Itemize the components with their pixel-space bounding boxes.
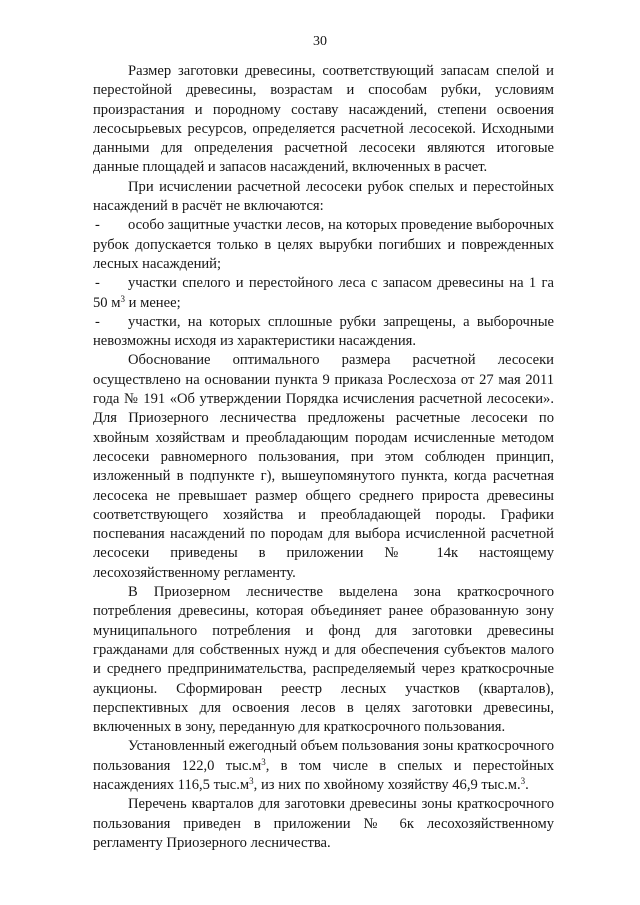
bullet-dash: - — [95, 275, 100, 292]
bullet-dash: - — [95, 313, 100, 330]
superscript-cubic: 3 — [520, 775, 526, 786]
list-item-text-end: и менее; — [124, 294, 181, 311]
superscript-cubic: 3 — [249, 775, 254, 786]
list-item-protective-areas — [93, 216, 554, 274]
paragraph-exclusions-intro: При исчислении расчетной лесосеки рубок спелых и перестойных насаждений в расчёт не включаются: — [93, 178, 554, 215]
volume-text-d: . — [525, 776, 529, 793]
page-number: 30 — [313, 34, 327, 49]
bullet-dash: - — [95, 217, 100, 234]
paragraph-quarters-list: Перечень кварталов для заготовки древесины зоны краткосрочного пользования приведен в приложении № 6к лесохозяйственному регламенту Приозерного лесничества. — [93, 796, 554, 851]
paragraph-short-term-zone: В Приозерном лесничестве выделена зона краткосрочного потребления древесины, которая объединяет ранее образованную зону муниципального потребления и фонд для заготовки древесины гражданами для собственных нужд и для обеспечения субъектов малого и среднего предпринимательства, распределяемый через краткосрочные аукционы. Сформирован реестр лесных участков (кварталов), перспективных для освоения лесов в целях заготовки древесины, включенных в зону, переданную для краткосрочного пользования. — [93, 584, 554, 736]
superscript-cubic: 3 — [120, 293, 125, 304]
paragraph-annual-volume — [93, 737, 554, 795]
list-item-low-stock-areas — [93, 274, 554, 313]
paragraph-harvest-size: Размер заготовки древесины, соответствующий запасам спелой и перестойной древесины, возрастам и способам рубки, условиям произрастания и породному составу насаждений, степени освоения лесосырьевых ресурсов, определяется расчетной лесосекой. Исходными данными для определения расчетной лесосеки являются итоговые данные площадей и запасов насаждений, включенных в расчет. — [93, 63, 554, 176]
list-item-text: особо защитные участки лесов, на которых проведение выборочных рубок допускается только в целях вырубки погибших и поврежденных лесных насаждений; — [93, 217, 554, 272]
list-item-prohibited-areas — [93, 313, 554, 352]
list-item-text: участки спелого и перестойного леса с запасом древесины на 1 га 50 м — [93, 275, 554, 311]
volume-text-b: , в том числе в спелых и перестойных насаждениях 116,5 тыс.м — [93, 757, 554, 793]
document-body — [93, 62, 554, 853]
list-item-text: участки, на которых сплошные рубки запрещены, а выборочные невозможны исходя из характеристики насаждения. — [93, 313, 554, 350]
volume-text-c: , из них по хвойному хозяйству 46,9 тыс.м. — [253, 776, 521, 793]
volume-text-a: Установленный ежегодный объем пользования зоны краткосрочного пользования 122,0 тыс.м — [93, 738, 554, 774]
paragraph-justification: Обоснование оптимального размера расчетной лесосеки осуществлено на основании пункта 9 приказа Рослесхоза от 27 мая 2011 года № 191 «Об утверждении Порядка исчисления расчетной лесосеки». Для Приозерного лесничества предложены расчетные лесосеки по хвойным хозяйствам и преобладающим породам исчисленные методом лесосеки равномерного пользования, при этом соблюден принцип, изложенный в подпункте г), вышеупомянутого пункта, когда расчетная лесосека не превышает размер общего среднего прироста древесины соответствующего хозяйства и преобладающей породы. Графики поспевания насаждений по породам для выбора исчисленной расчетной лесосеки приведены в приложении № 14к настоящему лесохозяйственному регламенту. — [93, 352, 554, 581]
superscript-cubic: 3 — [261, 756, 266, 767]
